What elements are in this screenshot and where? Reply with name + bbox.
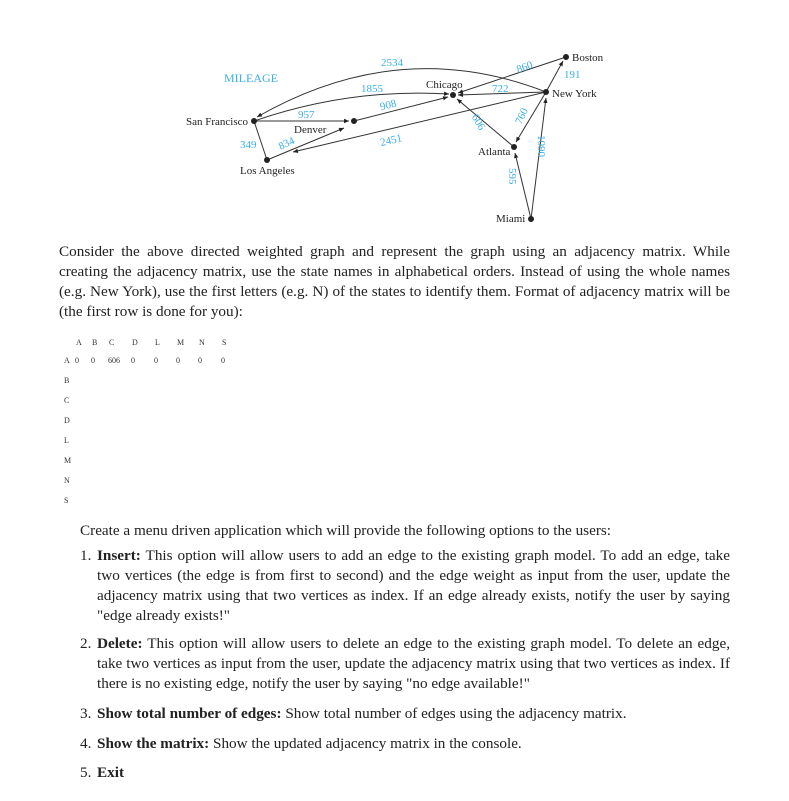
label-los-angeles: Los Angeles xyxy=(240,165,295,177)
label-boston: Boston xyxy=(572,52,604,64)
matrix-cell: 0 xyxy=(221,356,225,365)
label-chicago: Chicago xyxy=(426,79,463,91)
weight-label: 957 xyxy=(298,109,315,121)
option-show-edges xyxy=(80,704,730,724)
matrix-column-header: D xyxy=(132,338,138,347)
graph-title: MILEAGE xyxy=(224,71,278,85)
option-number: 2. xyxy=(80,635,92,652)
option-insert xyxy=(80,546,730,626)
weight-label: 2534 xyxy=(381,57,403,69)
edge-denver-chicago xyxy=(354,97,448,121)
option-title: Show total number of edges: xyxy=(97,705,282,722)
matrix-column-header: L xyxy=(155,338,160,347)
edge-sf-chicago xyxy=(254,93,449,121)
option-exit xyxy=(80,763,730,783)
matrix-row-header: A xyxy=(64,356,70,365)
option-number: 4. xyxy=(80,735,92,752)
matrix-row-header: D xyxy=(64,416,70,425)
matrix-cell: 606 xyxy=(108,356,120,365)
matrix-column-header: B xyxy=(92,338,98,347)
option-text: Show total number of edges using the adjacency matrix. xyxy=(281,705,627,722)
option-number: 3. xyxy=(80,705,92,722)
matrix-column-header: A xyxy=(76,338,82,347)
weight-label: 860 xyxy=(514,59,535,76)
node-chicago xyxy=(450,92,456,98)
matrix-row-header: N xyxy=(64,476,70,485)
option-text: This option will allow users to delete an edge to the existing graph model. To delete an edge, take two vertices as input from the user, update the adjacency matrix using that two vertices as index. If there is no existing edge, notify the user by saying "no edge available!" xyxy=(97,635,730,692)
weight-label: 2451 xyxy=(379,132,404,150)
option-title: Delete: xyxy=(97,635,143,652)
mileage-graph xyxy=(0,0,789,240)
weight-label: 606 xyxy=(468,112,488,133)
option-number: 5. xyxy=(80,764,92,781)
matrix-cell: 0 xyxy=(91,356,95,365)
matrix-row-header: B xyxy=(64,376,70,385)
matrix-cell: 0 xyxy=(154,356,158,365)
weight-label: 349 xyxy=(240,139,257,151)
weight-label: 760 xyxy=(513,106,531,127)
label-denver: Denver xyxy=(294,124,327,136)
matrix-column-header: C xyxy=(109,338,115,347)
node-new-york xyxy=(543,89,549,95)
matrix-row-header: L xyxy=(64,436,69,445)
option-show-matrix xyxy=(80,734,730,754)
option-delete xyxy=(80,634,730,694)
option-title: Insert: xyxy=(97,547,141,564)
option-title: Show the matrix: xyxy=(97,735,210,752)
label-miami: Miami xyxy=(496,213,526,225)
weight-label: 595 xyxy=(506,168,518,185)
option-text: This option will allow users to add an edge to the existing graph model. To add an edge, take two vertices (the edge is from first to second) and the edge weight as input from the user, update the adjacency matrix using that two vertices as index. If an edge already exists, notify the user by saying "edge already exists!" xyxy=(97,547,730,624)
matrix-cell: 0 xyxy=(75,356,79,365)
label-new-york: New York xyxy=(552,88,597,100)
node-los-angeles xyxy=(264,157,270,163)
edge-miami-ny xyxy=(531,98,546,219)
node-san-francisco xyxy=(251,118,257,124)
edge-boston-chicago xyxy=(458,57,566,93)
matrix-cell: 0 xyxy=(131,356,135,365)
matrix-column-header: S xyxy=(222,338,227,347)
intro-paragraph: Consider the above directed weighted graph and represent the graph using an adjacency matrix. While creating the adjacency matrix, use the state names in alphabetical orders. Instead of using the whole names (e.g. New York), use the first letters (e.g. N) of the states to identify them. Format of adjacency matrix will be (the first row is done for you): xyxy=(59,243,730,320)
matrix-row-header: C xyxy=(64,396,70,405)
edge-miami-atlanta xyxy=(515,153,531,219)
weight-label: 1855 xyxy=(361,83,383,95)
matrix-cell: 0 xyxy=(176,356,180,365)
weight-label: 908 xyxy=(378,97,398,114)
matrix-row-header: M xyxy=(64,456,72,465)
graph-nodes xyxy=(251,54,569,222)
graph-edges xyxy=(254,57,566,219)
node-atlanta xyxy=(511,144,517,150)
node-boston xyxy=(563,54,569,60)
matrix-column-header: N xyxy=(199,338,205,347)
matrix-row-header: S xyxy=(64,496,69,505)
label-atlanta: Atlanta xyxy=(478,146,511,158)
node-miami xyxy=(528,216,534,222)
node-denver xyxy=(351,118,357,124)
matrix-column-header: M xyxy=(177,338,185,347)
weight-label: 1090 xyxy=(535,135,547,157)
label-san-francisco: San Francisco xyxy=(186,116,249,128)
menu-intro: Create a menu driven application which will provide the following options to the users: xyxy=(80,522,612,539)
option-number: 1. xyxy=(80,547,92,564)
weight-label: 834 xyxy=(276,134,297,153)
option-title: Exit xyxy=(97,764,125,781)
weight-label: 191 xyxy=(564,69,581,81)
matrix-cell: 0 xyxy=(198,356,202,365)
option-text: Show the updated adjacency matrix in the console. xyxy=(209,735,522,752)
weight-label: 722 xyxy=(492,83,509,95)
